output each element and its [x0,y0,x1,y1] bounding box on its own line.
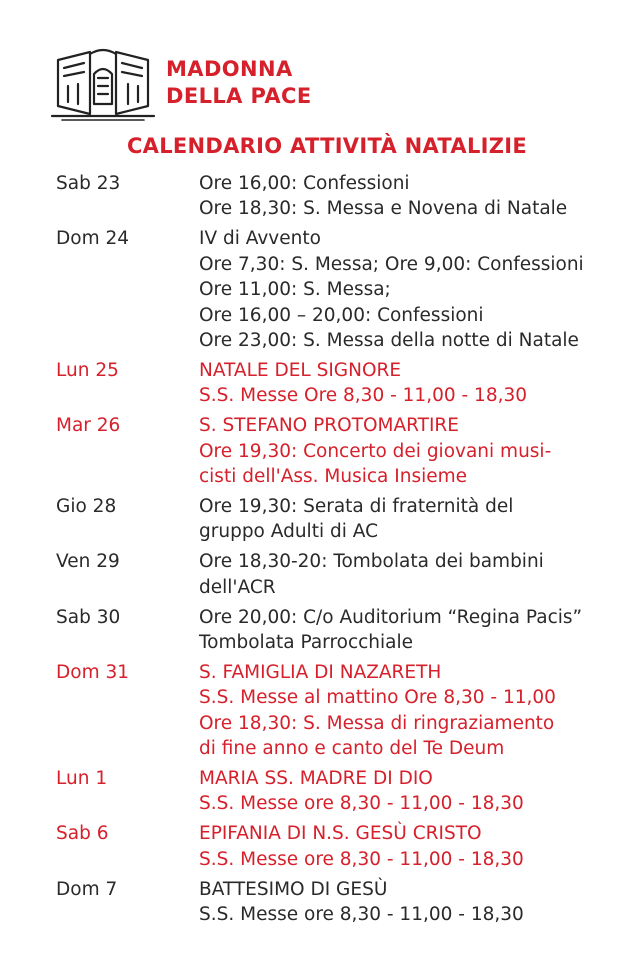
church-facade-icon [48,44,158,122]
entry-details [199,171,636,222]
entry-detail-line: S.S. Messe Ore 8,30 - 11,00 - 18,30 [199,385,528,407]
entry-day: Dom 7 [56,878,118,900]
entry-detail-line: Ore 20,00: C/o Auditorium “Regina Pacis” [199,606,583,628]
calendar-entry [56,358,636,409]
entry-details [199,766,636,817]
calendar-entry [56,766,636,817]
entry-details [199,549,636,600]
calendar-entry [56,171,636,222]
entry-detail-line: di fine anno e canto del Te Deum [199,738,505,760]
parish-name-line2: DELLA PACE [166,84,312,108]
entry-detail-line: cisti dell'Ass. Musica Insieme [199,465,468,487]
entry-detail-line: Ore 19,30: Concerto dei giovani musi- [199,440,552,462]
entry-details [199,660,636,762]
entry-details [199,821,636,872]
entry-day: Sab 30 [56,606,121,628]
entry-details [199,413,636,489]
entry-detail-line: Ore 23,00: S. Messa della notte di Natale [199,329,579,351]
entry-detail-line: Ore 19,30: Serata di fraternità del [199,495,514,517]
entry-details [199,605,636,656]
entry-detail-line: Ore 16,00: Confessioni [199,173,410,194]
calendar-list [56,171,636,932]
entry-day: Gio 28 [56,495,117,517]
entry-details [199,358,636,409]
entry-detail-line: dell'ACR [199,576,276,598]
entry-day: Lun 1 [56,767,108,789]
entry-detail-line: EPIFANIA DI N.S. GESÙ CRISTO [199,823,482,845]
entry-detail-line: S.S. Messe ore 8,30 - 11,00 - 18,30 [199,903,524,925]
entry-day: Lun 25 [56,359,119,381]
calendar-entry [56,226,636,353]
calendar-entry [56,877,636,928]
calendar-entry [56,549,636,600]
entry-detail-line: S.S. Messe al mattino Ore 8,30 - 11,00 [199,687,556,709]
parish-name [166,56,312,110]
entry-detail-line: Tombolata Parrocchiale [199,631,414,653]
entry-day: Sab 6 [56,823,109,845]
entry-detail-line: Ore 18,30-20: Tombolata dei bambini [199,551,544,573]
entry-day: Ven 29 [56,551,120,573]
entry-detail-line: Ore 11,00: S. Messa; [199,279,391,301]
page-title: CALENDARIO ATTIVITÀ NATALIZIE [126,134,528,158]
entry-details [199,877,636,928]
calendar-entry [56,605,636,656]
parish-name-line1: MADONNA [166,57,293,81]
entry-detail-line: S. FAMIGLIA DI NAZARETH [199,661,442,683]
entry-detail-line: Ore 7,30: S. Messa; Ore 9,00: Confessioni [199,253,584,275]
entry-detail-line: gruppo Adulti di AC [199,521,378,543]
entry-detail-line: Ore 18,30: S. Messa di ringraziamento [199,712,555,734]
calendar-entry [56,413,636,489]
entry-detail-line: IV di Avvento [199,228,321,250]
entry-day: Dom 31 [56,661,130,683]
entry-detail-line: Ore 18,30: S. Messa e Novena di Natale [199,198,568,220]
entry-detail-line: BATTESIMO DI GESÙ [199,878,388,900]
calendar-entry [56,660,636,762]
entry-detail-line: Ore 16,00 – 20,00: Confessioni [199,304,484,326]
entry-day: Dom 24 [56,228,130,250]
calendar-entry [56,821,636,872]
entry-detail-line: MARIA SS. MADRE DI DIO [199,767,433,789]
entry-details [199,226,636,353]
calendar-entry [56,494,636,545]
entry-day: Mar 26 [56,415,121,437]
entry-detail-line: S.S. Messe ore 8,30 - 11,00 - 18,30 [199,793,524,815]
entry-day: Sab 23 [56,173,121,194]
entry-details [199,494,636,545]
header [48,44,312,122]
entry-detail-line: S. STEFANO PROTOMARTIRE [199,415,459,437]
entry-detail-line: S.S. Messe ore 8,30 - 11,00 - 18,30 [199,848,524,870]
entry-detail-line: NATALE DEL SIGNORE [199,359,402,381]
